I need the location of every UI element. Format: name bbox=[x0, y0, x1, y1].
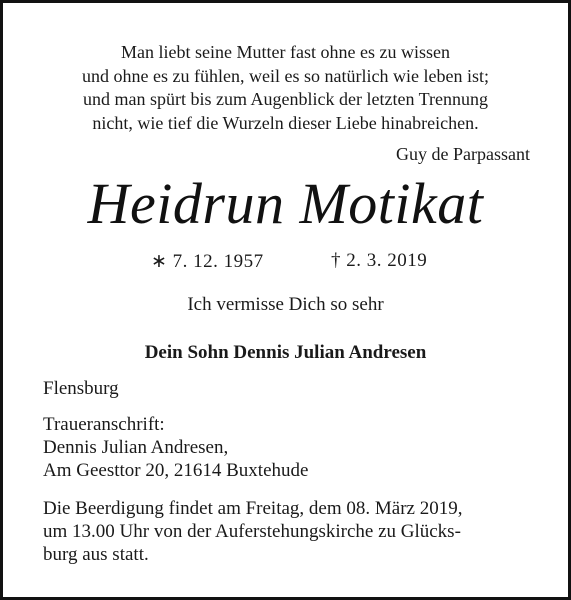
poem-line: und man spürt bis zum Augenblick der letzten Trennung bbox=[83, 89, 488, 109]
funeral-line: Die Beerdigung findet am Freitag, dem 08. März 2019, bbox=[43, 498, 463, 519]
poem-line: Man liebt seine Mutter fast ohne es zu wissen bbox=[121, 42, 450, 62]
mourner-name: Dein Sohn Dennis Julian Andresen bbox=[144, 342, 427, 363]
death-date: † 2. 3. 2019 bbox=[331, 250, 428, 271]
poem-line: nicht, wie tief die Wurzeln dieser Liebe hinabreichen. bbox=[92, 112, 479, 133]
city: Flensburg bbox=[43, 378, 119, 399]
address-label: Traueranschrift: bbox=[43, 414, 165, 435]
funeral-info bbox=[43, 497, 530, 566]
poem-author: Guy de Parpassant bbox=[396, 144, 530, 164]
funeral-line: um 13.00 Uhr von der Auferstehungskirche zu Glücks- bbox=[43, 521, 461, 542]
poem bbox=[23, 41, 548, 135]
address-line: Dennis Julian Andresen, bbox=[43, 437, 229, 458]
personal-message: Ich vermisse Dich so sehr bbox=[187, 294, 384, 315]
birth-date: ∗ 7. 12. 1957 bbox=[151, 251, 264, 272]
address-line: Am Geesttor 20, 21614 Buxtehude bbox=[43, 460, 309, 481]
deceased-name: Heidrun Motikat bbox=[87, 171, 484, 236]
mourning-address bbox=[43, 413, 530, 482]
funeral-line: burg aus statt. bbox=[43, 544, 149, 565]
poem-line: und ohne es zu fühlen, weil es so natürlich wie leben ist; bbox=[82, 65, 489, 86]
